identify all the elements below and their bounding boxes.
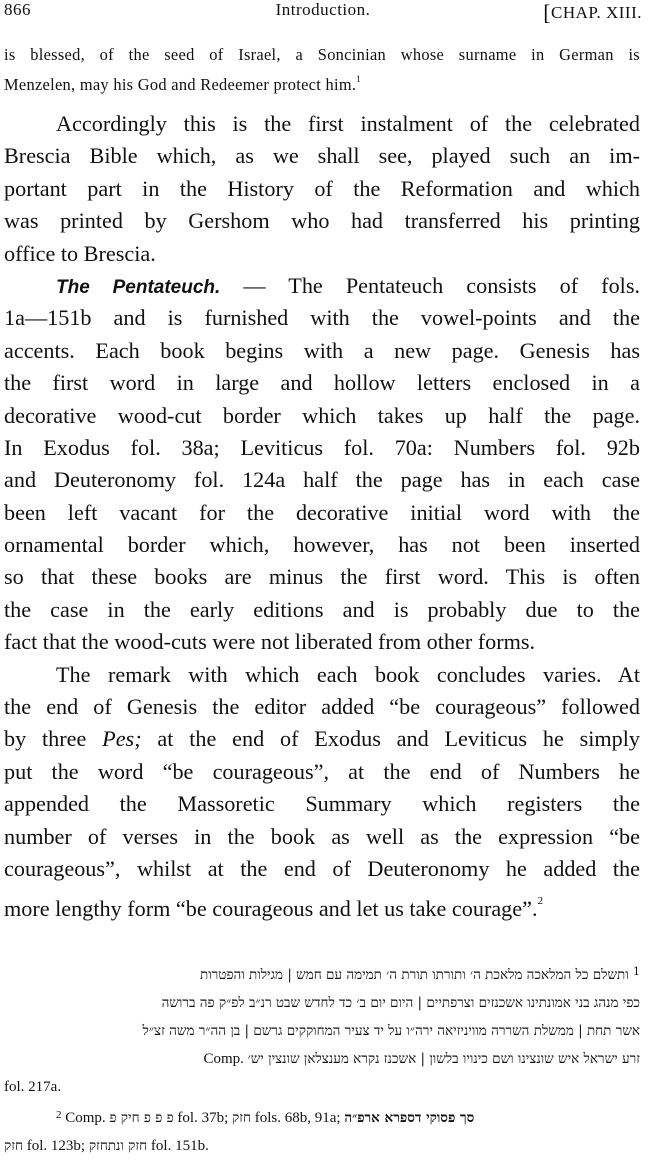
text-line — [4, 885, 640, 922]
comp-label: Comp. — [65, 1110, 106, 1126]
section-heading: The Pentateuch. — [56, 276, 221, 298]
italic-term: Pes; — [102, 726, 142, 752]
text-fragment: by three — [4, 726, 103, 752]
text-line: Accordingly this is the first instalment of the celebrated — [56, 111, 640, 136]
body-text — [4, 108, 641, 922]
text-fragment: fol. 37b; — [177, 1110, 229, 1126]
footnote-1-hebrew-line — [4, 1045, 640, 1073]
text-line: Brescia Bible which, as we shall see, played such an im- — [4, 143, 640, 169]
text-line: is blessed, of the seed of Israel, a Soncinian whose surname in German is — [4, 45, 640, 64]
running-title: Introduction. — [275, 0, 371, 19]
text-line: portant part in the History of the Reformation and which — [4, 175, 640, 201]
footnote-1-hebrew-line: אשר תחת | ממשלת השררה מוויניזיאה ירה״ו על יד צעיר המחוקקים גרשם | בן הה״ר משה זצ״ל — [142, 1023, 640, 1039]
footnote-1-hebrew-line: כפי מנהג בני אמונתינו אשכנזים וצרפתיים | היום יום ב׳ כד לחדש שבט רנ״ב לפ״ק פה ברושה — [161, 995, 640, 1011]
text-line: put the word “be courageous”, at the end of Numbers he — [4, 758, 640, 784]
text-line: The remark with which each book concludes varies. At — [56, 661, 640, 687]
text-line: courageous”, whilst at the end of Deuteronomy he added the — [4, 855, 640, 881]
text-fragment: more lengthy form “be courageous and let us take courage”. — [4, 896, 538, 922]
text-fragment: fol. 151b. — [150, 1138, 209, 1154]
text-line: so that these books are minus the first word. This is often — [4, 564, 640, 590]
footnote-1-fol: fol. 217a. — [4, 1079, 62, 1095]
text-line — [4, 67, 640, 97]
text-line: the case in the early editions and is probably due to the — [4, 596, 640, 622]
text-line: the end of Genesis the editor added “be courageous” followed — [4, 694, 640, 720]
hebrew-text: חזק ונתחזק — [88, 1138, 148, 1154]
footnote-1-hebrew-line — [4, 958, 640, 989]
text-fragment: at the end of Exodus and Leviticus he simply — [141, 726, 641, 752]
text-line: accents. Each book begins with a new page. Genesis has — [4, 337, 640, 363]
hebrew-text: זרע ישראל איש שונצינו ושם כינויו בלשון | אשכנז נקרא מענצלאן שונצין יש׳ — [247, 1051, 640, 1067]
text-fragment: — The Pentateuch consists of fols. — [243, 272, 641, 298]
text-fragment: fols. 68b, 91a; — [254, 1110, 341, 1126]
text-fragment: fol. 123b; — [26, 1138, 86, 1154]
page-number: 866 — [4, 0, 31, 19]
chapter-label: [ CHAP. XIII. — [543, 0, 642, 26]
text-line — [4, 723, 640, 755]
text-line — [4, 270, 640, 302]
hebrew-text: חזק — [232, 1110, 251, 1126]
text-line: number of verses in the book as well as the expression “be — [4, 823, 640, 849]
text-line: the first word in large and hollow letters enclosed in a — [4, 370, 640, 396]
text-fragment: Menzelen, may his God and Redeemer protect him. — [4, 75, 357, 94]
hebrew-text: חזק — [4, 1138, 23, 1154]
footnote-2-line — [4, 1132, 640, 1160]
footnote-ref: 1 — [356, 74, 362, 84]
footnote-marker: 1 — [633, 965, 640, 978]
text-line: fact that the wood-cuts were not liberated from other forms. — [4, 629, 536, 655]
text-line: and Deuteronomy fol. 124a half the page has in each case — [4, 467, 640, 493]
text-line: appended the Massoretic Summary which registers the — [4, 791, 640, 817]
hebrew-text: ותשלם כל המלאכה מלאכת ה׳ ותורתו תורת ה׳ תמימה עם חמש | מגילות והפטרות — [199, 967, 629, 983]
hebrew-text: סך פסוקי דספרא ארפ״ה — [344, 1110, 475, 1126]
text-line: been left vacant for the decorative initial word with the — [4, 499, 640, 525]
footnote-ref: 2 — [537, 895, 544, 908]
text-line: 1a—151b and is furnished with the vowel-points and the — [4, 305, 640, 331]
running-header — [4, 0, 642, 22]
footnote-2-line — [4, 1101, 640, 1132]
footnote-marker: 2 — [56, 1109, 62, 1121]
footnotes — [4, 958, 640, 1160]
text-line: ornamental border which, however, has not been inserted — [4, 532, 640, 558]
comp-label: Comp. — [203, 1051, 244, 1067]
text-line: decorative wood-cut border which takes up half the page. — [4, 402, 640, 428]
hebrew-text: פ פ פ חיק פ — [109, 1110, 174, 1126]
text-line: was printed by Gershom who had transferred his printing — [4, 208, 640, 234]
text-line: In Exodus fol. 38a; Leviticus fol. 70a: Numbers fol. 92b — [4, 434, 640, 460]
text-line: office to Brescia. — [4, 240, 156, 266]
continuation-text — [4, 42, 640, 97]
